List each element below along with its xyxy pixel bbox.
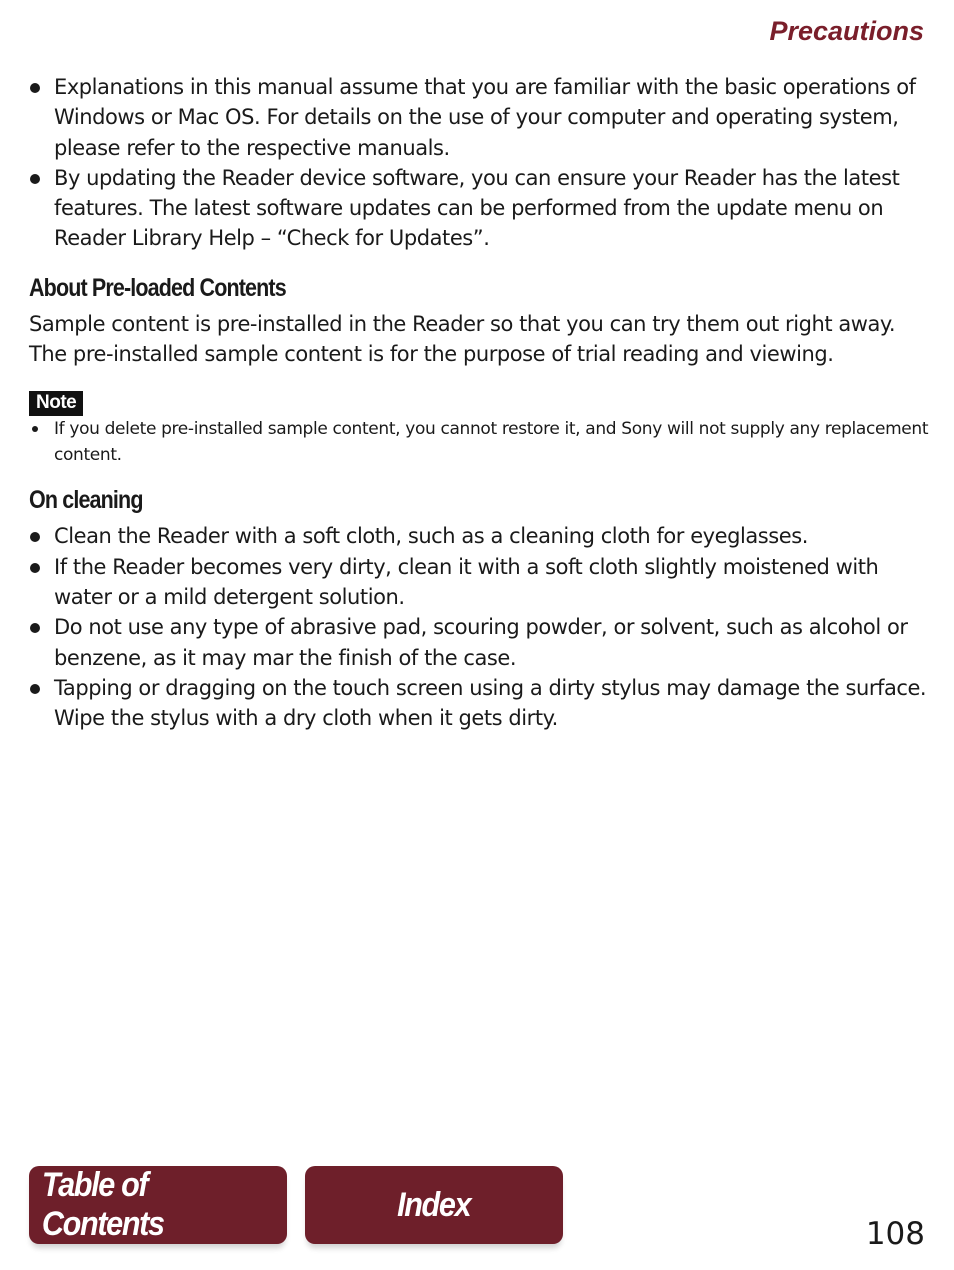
- index-label: Index: [397, 1185, 471, 1224]
- note-label: Note: [29, 391, 83, 416]
- list-item: Explanations in this manual assume that you are familiar with the basic operations of Windows or Mac OS. For details on the use of your computer and operating system, please refer to the respective manuals.: [29, 72, 929, 163]
- page-content: [29, 72, 929, 733]
- page-number: 108: [865, 1216, 925, 1252]
- list-item: Tapping or dragging on the touch screen using a dirty stylus may damage the surface. Wipe the stylus with a dry cloth when it gets dirty.: [29, 673, 929, 734]
- table-of-contents-label: Table of Contents: [41, 1166, 164, 1243]
- section-title: Precautions: [769, 16, 924, 46]
- note-item: If you delete pre-installed sample content, you cannot restore it, and Sony will not supply any replacement content.: [29, 416, 929, 468]
- heading-on-cleaning: On cleaning: [29, 486, 143, 515]
- list-item: Clean the Reader with a soft cloth, such as a cleaning cloth for eyeglasses.: [29, 521, 929, 551]
- heading-about-preloaded: About Pre-loaded Contents: [29, 273, 286, 302]
- intro-bullet-list: [29, 72, 929, 254]
- list-item: Do not use any type of abrasive pad, scouring powder, or solvent, such as alcohol or benzene, as it may mar the finish of the case.: [29, 612, 929, 673]
- index-button[interactable]: [305, 1166, 563, 1244]
- list-item: If the Reader becomes very dirty, clean it with a soft cloth slightly moistened with water or a mild detergent solution.: [29, 552, 929, 613]
- table-of-contents-button[interactable]: [29, 1166, 287, 1244]
- cleaning-bullet-list: [29, 521, 929, 733]
- preloaded-paragraph: Sample content is pre-installed in the Reader so that you can try them out right away. The pre-installed sample content is for the purpose of trial reading and viewing.: [29, 311, 896, 367]
- note-list: [29, 416, 929, 468]
- list-item: By updating the Reader device software, you can ensure your Reader has the latest features. The latest software updates can be performed from the update menu on Reader Library Help – “Check for Updates”.: [29, 163, 929, 254]
